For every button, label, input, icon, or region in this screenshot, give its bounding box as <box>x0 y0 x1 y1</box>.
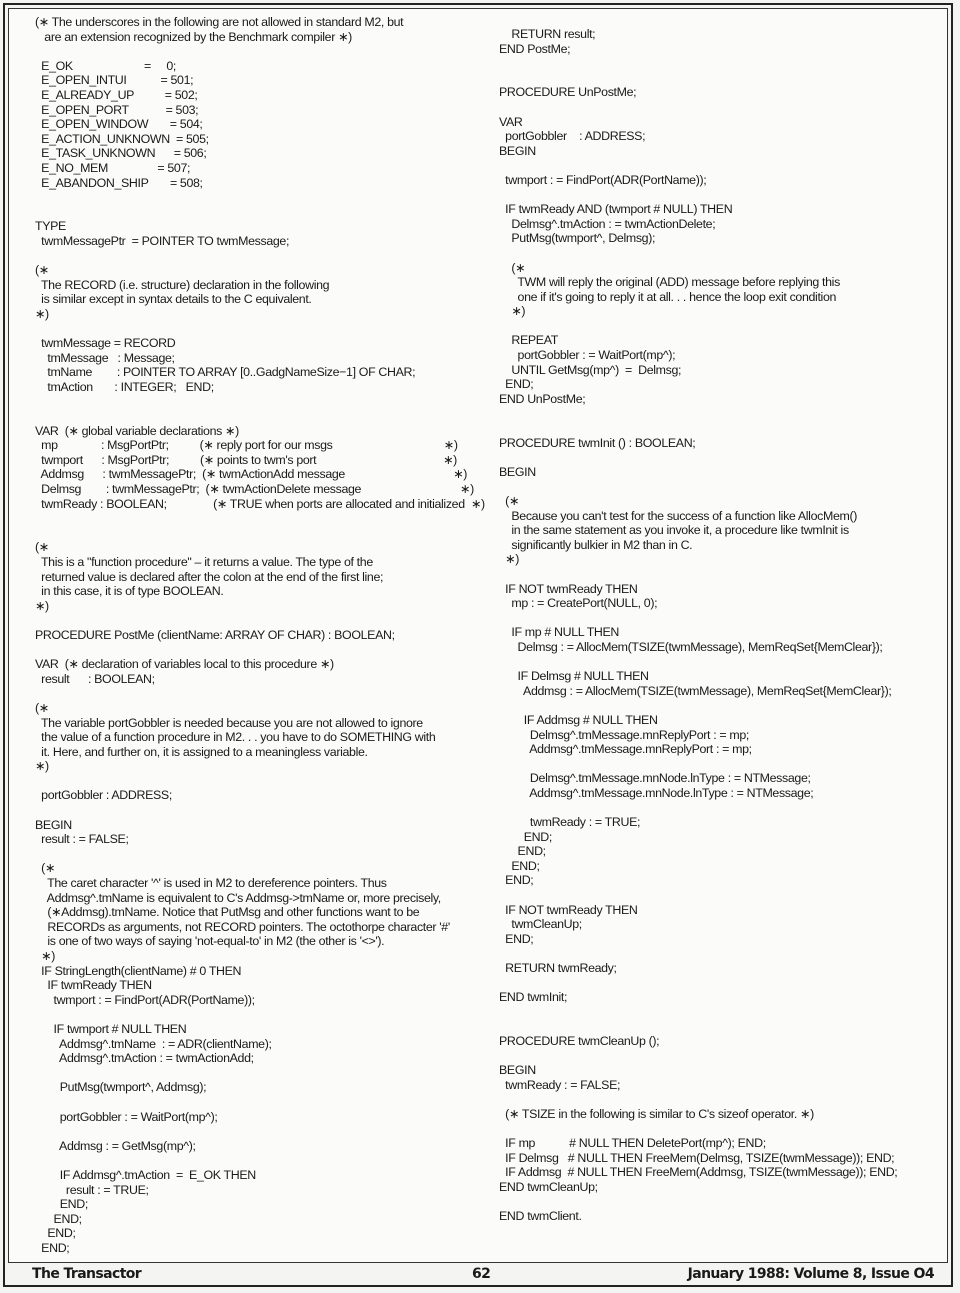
code-line: END; <box>499 931 534 946</box>
blank-line <box>499 319 939 334</box>
blank-line <box>499 1122 939 1137</box>
code-line: tmAction : INTEGER; END; <box>35 379 214 394</box>
code-line: ∗) <box>499 304 526 319</box>
code-line: (∗Addmsg).tmName. Notice that PutMsg and other functions want to be <box>35 905 420 920</box>
code-line: IF Delmsg # NULL THEN <box>499 669 649 684</box>
code-column-right <box>499 27 939 1224</box>
blank-line <box>499 1005 939 1020</box>
code-line: mp : = CreatePort(NULL, 0); <box>499 596 658 611</box>
code-line: ∗) <box>35 306 49 321</box>
code-line: IF twmport # NULL THEN <box>35 1021 187 1036</box>
code-line: one if it's going to reply it at all. . . hence the loop exit condition <box>499 289 837 304</box>
code-line: Addmsg : twmMessagePtr; (∗ twmActionAdd message ∗) <box>35 467 468 482</box>
blank-line <box>35 205 475 220</box>
code-line: IF twmReady THEN <box>35 978 152 993</box>
code-line: twmport : = FindPort(ADR(PortName)); <box>35 992 255 1007</box>
code-line: E_OPEN_WINDOW = 504; <box>35 117 203 132</box>
code-line: twmMessagePtr = POINTER TO twmMessage; <box>35 233 290 248</box>
code-line: VAR (∗ global variable declarations ∗) <box>35 423 239 438</box>
code-line: IF StringLength(clientName) # 0 THEN <box>35 963 242 978</box>
code-line: VAR (∗ declaration of variables local to this procedure ∗) <box>35 657 334 672</box>
code-line: IF Addmsg^.tmAction = E_OK THEN <box>35 1167 256 1182</box>
code-line: RETURN result; <box>499 27 596 41</box>
blank-line <box>499 946 939 961</box>
blank-line <box>499 479 939 494</box>
code-line: Delmsg : = AllocMem(TSIZE(twmMessage), MemReqSet{MemClear}); <box>499 639 883 654</box>
code-line: END; <box>35 1240 70 1255</box>
code-line: The variable portGobbler is needed because you are not allowed to ignore <box>35 715 423 730</box>
code-line: portGobbler : ADDRESS; <box>499 129 646 144</box>
blank-line <box>499 71 939 86</box>
code-line: ∗) <box>35 598 49 613</box>
blank-line <box>499 757 939 772</box>
blank-line <box>499 888 939 903</box>
blank-line <box>499 1019 939 1034</box>
blank-line <box>35 686 475 701</box>
code-line: PROCEDURE UnPostMe; <box>499 85 637 100</box>
code-column-left <box>35 15 485 1255</box>
code-line: is one of two ways of saying 'not-equal-to' in M2 (the other is '<>'). <box>35 934 385 949</box>
code-line: tmMessage : Message; <box>35 350 175 365</box>
code-line: TWM will reply the original (ADD) message before replying this <box>499 275 840 290</box>
blank-line <box>35 44 475 59</box>
code-line: in this case, it is of type BOOLEAN. <box>35 584 224 599</box>
code-line: END UnPostMe; <box>499 391 586 406</box>
code-line: (∗ <box>35 263 49 278</box>
code-line: E_ACTION_UNKNOWN = 505; <box>35 131 209 146</box>
code-line: END; <box>499 377 534 392</box>
blank-line <box>35 409 475 424</box>
code-line: portGobbler : = WaitPort(mp^); <box>35 1109 218 1124</box>
blank-line <box>35 643 475 658</box>
code-line: E_OPEN_INTUI = 501; <box>35 73 194 88</box>
publication-name: The Transactor <box>32 1266 142 1282</box>
blank-line <box>499 611 939 626</box>
code-line: (∗ <box>499 494 519 508</box>
blank-line <box>35 249 475 264</box>
blank-line <box>499 56 939 71</box>
page-footer <box>8 1263 948 1285</box>
code-line: PROCEDURE twmCleanUp (); <box>499 1033 660 1048</box>
blank-line <box>35 613 475 628</box>
code-line: END; <box>499 844 546 859</box>
code-line: twmport : = FindPort(ADR(PortName)); <box>499 172 707 187</box>
code-line: IF NOT twmReady THEN <box>499 581 638 596</box>
code-line: twmReady : = TRUE; <box>499 815 641 830</box>
code-line: (∗ <box>35 700 49 715</box>
code-line: Addmsg^.tmMessage.mnReplyPort : = mp; <box>499 742 752 757</box>
code-line: Addmsg : = GetMsg(mp^); <box>35 1138 196 1153</box>
code-line: RECORDs as arguments, not RECORD pointers. The octothorpe character '#' <box>35 919 450 934</box>
code-line: PutMsg(twmport^, Delmsg); <box>499 231 656 246</box>
code-line: result : = FALSE; <box>35 832 129 847</box>
issue-info: January 1988: Volume 8, Issue O4 <box>687 1266 934 1282</box>
code-line: twmMessage = RECORD <box>35 336 176 351</box>
code-line: (∗ <box>499 260 526 275</box>
blank-line <box>499 800 939 815</box>
blank-line <box>35 526 475 541</box>
code-line: Addmsg^.tmAction : = twmActionAdd; <box>35 1051 254 1066</box>
code-line: IF Delmsg # NULL THEN FreeMem(Delmsg, TSIZE(twmMessage)); END; <box>499 1150 895 1165</box>
code-line: twmReady : = FALSE; <box>499 1077 621 1092</box>
code-line: END; <box>35 1211 82 1226</box>
blank-line <box>35 394 475 409</box>
code-line: E_ALREADY_UP = 502; <box>35 87 198 102</box>
code-line: PutMsg(twmport^, Addmsg); <box>35 1080 207 1095</box>
code-line: The caret character '^' is used in M2 to dereference pointers. Thus <box>35 876 387 891</box>
code-line: REPEAT <box>499 333 558 348</box>
code-line: portGobbler : = WaitPort(mp^); <box>499 348 676 363</box>
code-line: END; <box>499 873 534 888</box>
blank-line <box>499 976 939 991</box>
code-line: BEGIN <box>35 817 72 832</box>
code-line: END; <box>35 1197 88 1212</box>
code-line: the value of a function procedure in M2. . . you have to do SOMETHING with <box>35 730 436 745</box>
code-line: are an extension recognized by the Benchmark compiler ∗) <box>35 29 352 44</box>
blank-line <box>35 1124 475 1139</box>
blank-line <box>35 803 475 818</box>
code-line: Addmsg^.tmMessage.mnNode.lnType : = NTMessage; <box>499 785 814 800</box>
code-line: ∗) <box>35 949 55 963</box>
blank-line <box>499 1195 939 1210</box>
code-line: twmport : MsgPortPtr; (∗ points to twm's port ∗) <box>35 452 457 467</box>
page-number: 62 <box>472 1266 491 1282</box>
code-line: it. Here, and further on, it is assigned to a meaningless variable. <box>35 744 368 759</box>
code-line: ∗) <box>35 759 49 774</box>
code-line: twmReady : BOOLEAN; (∗ TRUE when ports are allocated and initialized ∗) <box>35 496 485 511</box>
code-line: IF NOT twmReady THEN <box>499 902 638 917</box>
code-line: END; <box>499 858 540 873</box>
blank-line <box>35 190 475 205</box>
blank-line <box>499 655 939 670</box>
code-line: END; <box>499 829 552 844</box>
code-line: (∗ TSIZE in the following is similar to C's sizeof operator. ∗) <box>499 1106 814 1121</box>
code-line: END PostMe; <box>499 41 571 56</box>
blank-line <box>499 698 939 713</box>
code-line: END twmInit; <box>499 990 568 1005</box>
code-line: IF mp # NULL THEN DeletePort(mp^); END; <box>499 1136 766 1151</box>
blank-line <box>35 847 475 862</box>
code-line: (∗ <box>35 861 55 876</box>
code-line: result : BOOLEAN; <box>35 671 155 686</box>
code-line: TYPE <box>35 219 66 234</box>
code-line: IF Addmsg # NULL THEN <box>499 712 658 727</box>
code-line: in the same statement as you invoke it, a procedure like twmInit is <box>499 523 849 538</box>
code-line: tmName : POINTER TO ARRAY [0..GadgNameSize−1] OF CHAR; <box>35 365 416 380</box>
blank-line <box>499 188 939 203</box>
code-line: END twmCleanUp; <box>499 1179 598 1194</box>
code-line: returned value is declared after the colon at the end of the first line; <box>35 569 384 584</box>
code-line: (∗ The underscores in the following are not allowed in standard M2, but <box>35 15 404 29</box>
blank-line <box>499 406 939 421</box>
code-line: Addmsg : = AllocMem(TSIZE(twmMessage), MemReqSet{MemClear}); <box>499 683 892 698</box>
code-line: END twmClient. <box>499 1209 582 1224</box>
blank-line <box>35 1153 475 1168</box>
code-line: UNTIL GetMsg(mp^) = Delmsg; <box>499 362 682 377</box>
code-listing-box <box>8 8 948 1263</box>
blank-line <box>35 321 475 336</box>
code-line: Addmsg^.tmName : = ADR(clientName); <box>35 1036 272 1051</box>
code-line: BEGIN <box>499 143 536 158</box>
code-line: E_TASK_UNKNOWN = 506; <box>35 146 207 161</box>
blank-line <box>499 100 939 115</box>
blank-line <box>499 450 939 465</box>
code-line: E_OK = 0; <box>35 58 176 73</box>
code-line: mp : MsgPortPtr; (∗ reply port for our msgs ∗) <box>35 438 458 453</box>
code-line: IF twmReady AND (twmport # NULL) THEN <box>499 202 733 217</box>
code-line: PROCEDURE PostMe (clientName: ARRAY OF CHAR) : BOOLEAN; <box>35 627 395 642</box>
code-line: This is a "function procedure" – it returns a value. The type of the <box>35 554 373 569</box>
code-line: Delmsg^.tmMessage.mnReplyPort : = mp; <box>499 727 749 742</box>
code-line: BEGIN <box>499 1063 536 1078</box>
blank-line <box>35 1066 475 1081</box>
code-line: PROCEDURE twmInit () : BOOLEAN; <box>499 435 696 450</box>
code-line: Delmsg^.tmAction : = twmActionDelete; <box>499 216 716 231</box>
code-line: VAR <box>499 114 523 129</box>
blank-line <box>35 1007 475 1022</box>
code-line: result : = TRUE; <box>35 1182 149 1197</box>
code-line: IF mp # NULL THEN <box>499 625 620 640</box>
code-line: The RECORD (i.e. structure) declaration in the following <box>35 277 330 292</box>
blank-line <box>35 511 475 526</box>
code-line: is similar except in syntax details to the C equivalent. <box>35 292 312 307</box>
blank-line <box>499 1049 939 1064</box>
code-line: portGobbler : ADDRESS; <box>35 788 172 803</box>
code-line: Addmsg^.tmName is equivalent to C's Addmsg->tmName or, more precisely, <box>35 890 441 905</box>
code-line: Delmsg^.tmMessage.mnNode.lnType : = NTMessage; <box>499 771 811 786</box>
code-line: E_OPEN_PORT = 503; <box>35 102 199 117</box>
blank-line <box>499 158 939 173</box>
blank-line <box>499 567 939 582</box>
code-line: IF Addmsg # NULL THEN FreeMem(Addmsg, TSIZE(twmMessage)); END; <box>499 1165 898 1180</box>
code-line: ∗) <box>499 552 519 567</box>
blank-line <box>35 1095 475 1110</box>
blank-line <box>35 774 475 789</box>
code-line: significantly bulkier in M2 than in C. <box>499 537 693 552</box>
code-line: twmCleanUp; <box>499 917 582 932</box>
blank-line <box>499 421 939 436</box>
code-line: Because you can't test for the success of a function like AllocMem() <box>499 508 858 523</box>
blank-line <box>499 246 939 261</box>
code-line: RETURN twmReady; <box>499 961 617 975</box>
code-line: (∗ <box>35 540 49 555</box>
code-line: E_NO_MEM = 507; <box>35 160 191 175</box>
code-line: BEGIN <box>499 464 536 479</box>
code-line: END; <box>35 1226 76 1241</box>
code-line: E_ABANDON_SHIP = 508; <box>35 175 203 190</box>
code-line: Delmsg : twmMessagePtr; (∗ twmActionDelete message ∗) <box>35 482 474 496</box>
blank-line <box>499 1092 939 1107</box>
